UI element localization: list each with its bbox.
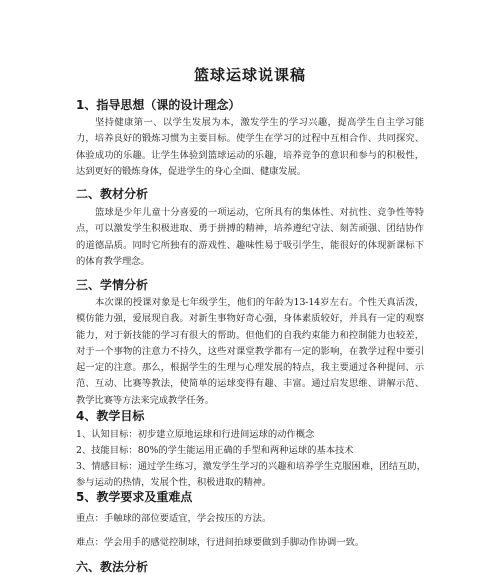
section-heading-5: 5、教学要求及重难点 — [76, 490, 193, 504]
section-body-1: 坚持健康第一、以学生发展为本，激发学生的学习兴趣，提高学生自主学习能力，培养良好的锻炼习惯为主要目标。使学生在学习的过程中互相合作、共同探究、体验成功的乐趣。让学生体验到篮球运动的乐趣，培养竞争的意识和参与的积极性，达到更好的锻炼身体，促进学生的身心全面、健康发展。 — [76, 117, 424, 177]
section-heading-4: 4、教学目标 — [76, 409, 145, 423]
section-body-2: 篮球是少年儿童十分喜爱的一项运动，它所具有的集体性、对抗性、竞争性等特点，可以激发学生积极进取、勇于拼搏的精神，培养遵纪守法、刻苦顽强、团结协作的道德品质。同时它所独有的游戏性、趣味性易于吸引学生，能很好的体现新课标下的体育教学理念。 — [76, 207, 424, 267]
section-body-3: 本次课的授课对象是七年级学生，他们的年龄为13-14岁左右。个性天真活泼，模仿能力强，爱展现自我。对新生事物好奇心强，身体素质较好，并具有一定的观察能力，对于新技能的学习有很大的帮助。但他们的自我约束能力和控制能力也较差，对于一个事物的注意力不持久，这些对课堂教学都有一定的影响，在教学过程中要引起一定的注意。那么，根据学生的生理与心理发展的特点，我主要通过各种提问、示范、互动、比赛等教法，使简单的运球变得有趣、丰富。通过启发思维、讲解示范、教学比赛等方法来完成教学任务。 — [76, 297, 424, 406]
document-title: 篮球运球说课稿 — [193, 66, 306, 84]
section-heading-1: 1、指导思想（课的设计理念） — [76, 98, 241, 112]
objective-item-1: 1、认知目标：初步建立原地运球和行进间运球的动作概念 — [76, 429, 315, 440]
section-heading-2: 二、教材分析 — [76, 187, 149, 201]
objective-item-2: 2、技能目标：80%的学生能运用正确的手型和两种运球的基本技术 — [76, 445, 354, 456]
objective-item-3: 3、情感目标：通过学生练习，激发学生学习的兴趣和培养学生克服困难，团结互助，参与运动的热情，发展个性，积极进取的精神。 — [76, 461, 426, 489]
difficulty-item: 难点：学会用手的感觉控制球，行进间拍球要做到手脚动作协调一致。 — [76, 537, 365, 548]
section-heading-6: 六、教法分析 — [76, 560, 149, 574]
key-point-item: 重点：手触球的部位要适宜，学会按压的方法。 — [76, 513, 272, 524]
section-heading-3: 三、学情分析 — [76, 278, 149, 292]
